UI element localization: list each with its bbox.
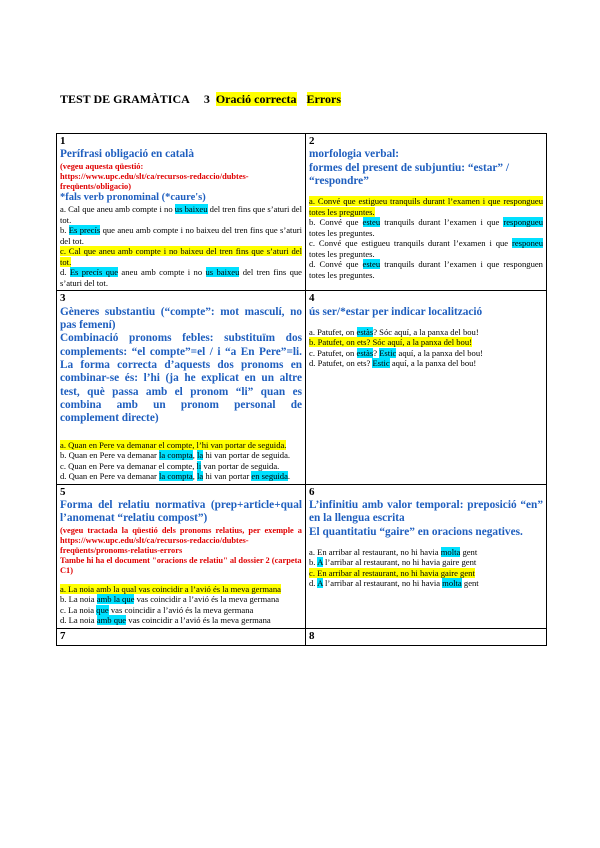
cell-1 bbox=[57, 134, 306, 291]
cell-number: 8 bbox=[309, 629, 315, 642]
option-b[interactable]: b. Convé que esteu tranquils durant l’examen i que respongueu totes les preguntes. bbox=[309, 217, 543, 238]
title-prefix: TEST DE GRAMÀTICA bbox=[60, 92, 190, 106]
cell-heading-2: formes del present de subjuntiu: “estar” / “respondre” bbox=[309, 161, 509, 188]
cell-note: (vegeu aquesta qüestió: bbox=[60, 161, 144, 171]
cell-4 bbox=[306, 291, 547, 484]
option-d[interactable]: d. Patufet, on ets? Estic aquí, a la panxa del bou! bbox=[309, 358, 477, 369]
cell-8 bbox=[306, 628, 547, 645]
option-a[interactable]: a. Cal que aneu amb compte i no us baixeu del tren fins que s’aturi del tot. bbox=[60, 204, 303, 225]
option-d[interactable]: d. Es precís que aneu amb compte i no us baixeu del tren fins que s’aturi del tot. bbox=[60, 267, 302, 288]
title-topic: Oració correcta bbox=[215, 92, 297, 106]
cell-7 bbox=[57, 628, 306, 645]
option-b[interactable]: b. La noia amb la que vas coincidir a l’avió és la meva germana bbox=[60, 594, 280, 605]
option-b[interactable]: b. A l’arribar al restaurant, no hi havia gaire gent bbox=[309, 557, 477, 568]
option-a[interactable]: a. Convé que estigueu tranquils durant l’examen i que respongueu totes les preguntes. bbox=[309, 196, 543, 217]
cell-note-2: Tambe hi ha el document "oracions de relatiu" al dossier 2 (carpeta C1) bbox=[60, 555, 302, 575]
cell-heading: ús ser/*estar per indicar localització bbox=[309, 305, 483, 318]
document-title bbox=[60, 92, 341, 107]
cell-heading-2: Combinació pronoms febles: substituïm dos complements: “el compte”=el / i “a En Pere”=li. La forma correcta d’aquests dos pronoms en combinar-se és: l’hi (ja he explicat en un altre test, què passa amb el pronom “li” quan es combina amb un pronom personal de complement directe) bbox=[60, 332, 302, 425]
table-row bbox=[57, 628, 547, 645]
option-a[interactable]: a. La noia amb la qual vas coincidir a l’avió és la meva germana bbox=[60, 583, 281, 594]
option-b[interactable]: b. Es precís que aneu amb compte i no baixeu del tren fins que s’aturi del tot. bbox=[60, 225, 302, 246]
table-row bbox=[57, 134, 547, 291]
cell-heading: Perífrasi obligació en català bbox=[60, 148, 194, 161]
option-b[interactable]: b. Quan en Pere va demanar la compta, la hi van portar de seguida. bbox=[60, 450, 291, 461]
option-c[interactable]: c. Quan en Pere va demanar el compte, li van portar de seguida. bbox=[60, 460, 280, 471]
option-c[interactable]: c. La noia que vas coincidir a l’avió és la meva germana bbox=[60, 604, 254, 615]
cell-number: 6 bbox=[309, 485, 315, 498]
cell-5 bbox=[57, 484, 306, 628]
cell-number: 2 bbox=[309, 135, 315, 147]
option-d[interactable]: d. La noia amb que vas coincidir a l’avió és la meva germana bbox=[60, 615, 271, 626]
cell-note[interactable]: (vegeu tractada la qüestió dels pronoms relatius, per exemple a https://www.upc.edu/slt/ca/recursos-redaccio/dubtes-freqüents/pronoms-relatius-errors bbox=[60, 525, 302, 555]
option-d[interactable]: d. A l’arribar al restaurant, no hi havia molta gent bbox=[309, 578, 479, 589]
cell-subheading: *fals verb pronominal (*caure's) bbox=[60, 191, 206, 203]
cell-2 bbox=[306, 134, 547, 291]
title-number: 3 bbox=[203, 92, 210, 106]
option-a[interactable]: a. Patufet, on estàs? Sóc aquí, a la panxa del bou! bbox=[309, 326, 479, 337]
table-row bbox=[57, 484, 547, 628]
exercise-table bbox=[56, 133, 547, 646]
option-c[interactable]: c. En arribar al restaurant, no hi havia gaire gent bbox=[309, 567, 475, 578]
option-a[interactable]: a. En arribar al restaurant, no hi havia molta gent bbox=[309, 546, 478, 557]
cell-heading: morfologia verbal: bbox=[309, 148, 400, 161]
cell-heading-2: El quantitatiu “gaire” en oracions negatives. bbox=[309, 525, 523, 538]
cell-3 bbox=[57, 291, 306, 484]
cell-number: 7 bbox=[60, 629, 66, 642]
cell-6 bbox=[306, 484, 547, 628]
cell-link[interactable]: https://www.upc.edu/slt/ca/recursos-redaccio/dubtes-freqüents/obligacio) bbox=[60, 171, 249, 191]
cell-number: 1 bbox=[60, 135, 66, 147]
title-kind: Errors bbox=[306, 92, 341, 106]
option-d[interactable]: d. Convé que esteu tranquils durant l’examen i que responguen totes les preguntes. bbox=[309, 259, 543, 280]
option-d[interactable]: d. Quan en Pere va demanar la compta, la hi van portar en seguida. bbox=[60, 471, 291, 482]
option-c[interactable]: c. Convé que estigueu tranquils durant l’examen i que responeu totes les preguntes. bbox=[309, 238, 543, 259]
cell-heading: Gèneres substantiu (“compte”: mot masculí, no pas femení) bbox=[60, 305, 302, 331]
cell-heading: L’infinitiu amb valor temporal: preposició “en” en la llengua escrita bbox=[309, 498, 543, 525]
cell-number: 5 bbox=[60, 485, 66, 498]
option-a[interactable]: a. Quan en Pere va demanar el compte, l’hi van portar de seguida. bbox=[60, 439, 287, 450]
cell-heading: Forma del relatiu normativa (prep+article+qual l’anomenat “relatiu compost”) bbox=[60, 498, 302, 525]
option-c[interactable]: c. Cal que aneu amb compte i no baixeu del tren fins que s’aturi del tot. bbox=[60, 246, 302, 267]
cell-number: 4 bbox=[309, 292, 315, 305]
option-b[interactable]: b. Patufet, on ets? Sóc aquí, a la panxa del bou! bbox=[309, 337, 472, 348]
table-row bbox=[57, 291, 547, 484]
option-c[interactable]: c. Patufet, on estàs? Estic aquí, a la panxa del bou! bbox=[309, 347, 483, 358]
cell-number: 3 bbox=[60, 292, 66, 305]
